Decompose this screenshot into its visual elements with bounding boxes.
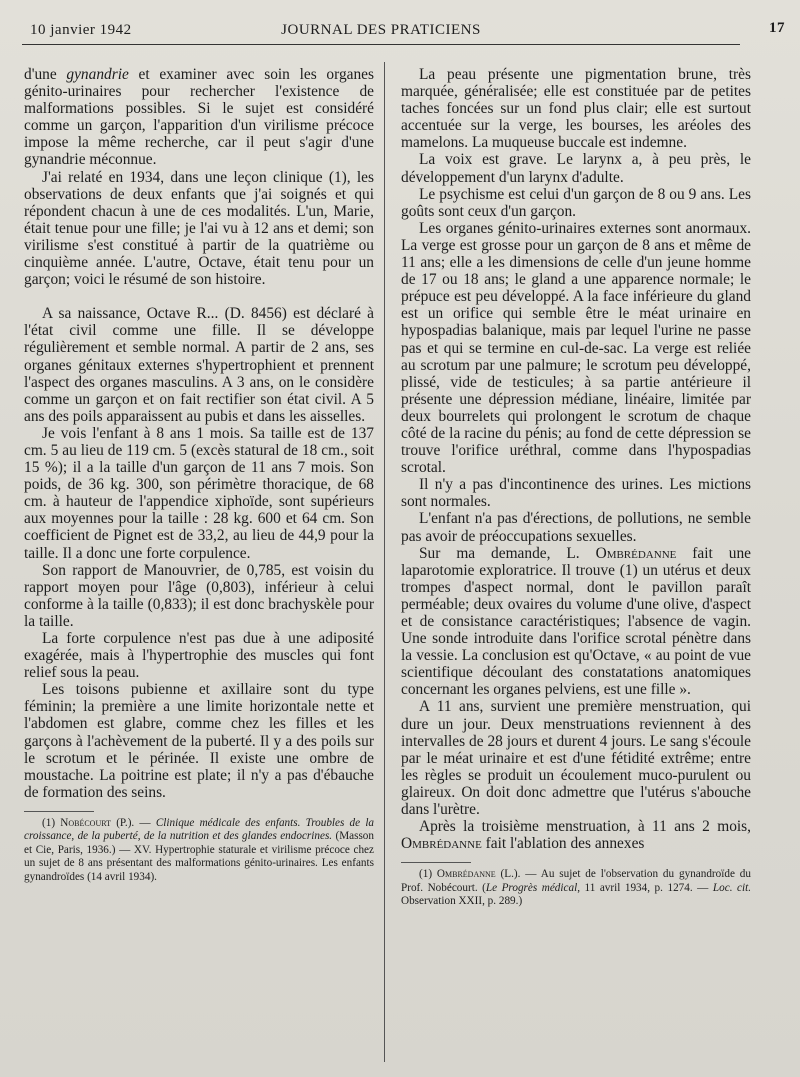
header-date: 10 janvier 1942 <box>30 22 132 38</box>
paragraph: Sur ma demande, L. Ombrédanne fait une laparotomie exploratrice. Il trouve (1) un utérus et deux trompes d'aspect normal, dont le pavillon paraît perméable; deux ovaires du volume d'une olive, d'aspect et de consistance caractéristiques; l'absence de vagin. Une sonde introduite dans l'orifice scrotal pénètre dans la vessie. La conclusion est qu'Octave, « au point de vue scientifique découlant des constatations anatomiques concernant les organes pelviens, est une fille ». <box>401 544 751 699</box>
footnote: (1) Nobécourt (P.). — Clinique médicale des enfants. Troubles de la croissance, de la puberté, de la nutrition et des glandes endocrines. (Masson et Cie, Paris, 1936.) — XV. Hypertrophie staturale et virilisme précoce chez un sujet de 8 ans présentant des malformations génito-urinaires. Les enfants gynandroïdes (14 avril 1934). <box>24 816 375 883</box>
paragraph: La voix est grave. Le larynx a, à peu près, le développement d'un larynx d'adulte. <box>401 151 751 186</box>
paragraph: La peau présente une pigmentation brune, très marquée, généralisée; elle est constituée par de petites taches foncées sur un fond plus clair; elle est surtout accentuée sur la verge, les bourses, les aréoles des mamelons. La muqueuse buccale est indemne. <box>401 66 751 152</box>
running-header <box>22 20 785 45</box>
paragraph: Son rapport de Manouvrier, de 0,785, est voisin du rapport moyen pour l'âge (0,803), inférieur à celui conforme à la taille (0,833); il est donc brachyskèle pour la taille. <box>24 561 374 630</box>
paragraph: Les organes génito-urinaires externes sont anormaux. La verge est grosse pour un garçon de 8 ans et même de 11 ans; elle a les dimensions de celle d'un jeune homme de 17 ou 18 ans; le gland a une apparence normale; le prépuce est peu développé. A la face inférieure du gland est un orifice qui semble être le méat urinaire en hypospadias balanique, mais par lequel l'urine ne passe pas et qui se termine en cul-de-sac. La verge est reliée au scrotum par une palmure; le scrotum peu développé, plissé, vide de testicules; à sa partie antérieure il présente une dépression médiane, linéaire, limitée par deux bourrelets qui prolongent le scrotum de chaque côté de la racine du pénis; au fond de cette dépression se trouve l'orifice uréthral, comme dans l'hypospadias scrotal. <box>401 219 751 477</box>
paragraph: Il n'y a pas d'incontinence des urines. Les mictions sont normales. <box>401 476 751 511</box>
paragraph: Le psychisme est celui d'un garçon de 8 ou 9 ans. Les goûts sont ceux d'un garçon. <box>401 185 751 220</box>
paragraph: La forte corpulence n'est pas due à une adiposité exagérée, mais à l'hypertrophie des muscles qui font relief sous la peau. <box>24 630 374 682</box>
footnote-rule <box>401 862 471 863</box>
paragraph: J'ai relaté en 1934, dans une leçon clinique (1), les observations de deux enfants que j'ai soignés et qui répondent chacun à une de ces modalités. L'un, Marie, était tenue pour une fille; je l'ai vu à 12 ans et demi; son virilisme s'est constitué à partir de la quatrième ou cinquième année. L'autre, Octave, était tenu pour un garçon; voici le résumé de son histoire. <box>24 168 374 289</box>
paragraph: Je vois l'enfant à 8 ans 1 mois. Sa taille est de 137 cm. 5 au lieu de 119 cm. 5 (excès statural de 18 cm., soit 15 %); il a la taille d'un garçon de 11 ans 7 mois. Son poids, de 36 kg. 300, son périmètre thoracique, de 68 cm. à hauteur de l'appendice xiphoïde, sont supérieurs aux moyennes pour la taille : 28 kg. 600 et 64 cm. Son coefficient de Pignet est de 33,2, au lieu de 44,9 pour la taille. Il a donc une forte corpulence. <box>24 424 374 562</box>
header-journal-title: JOURNAL DES PRATICIENS <box>281 22 481 38</box>
column-divider <box>384 62 385 1062</box>
left-column <box>24 66 374 884</box>
footnote: (1) Ombrédanne (L.). — Au sujet de l'observation du gynandroïde du Prof. Nobécourt. (Le Progrès médical, 11 avril 1934, p. 1274. — Loc. cit. Observation XXII, p. 289.) <box>401 868 752 908</box>
paragraph: Les toisons pubienne et axillaire sont du type féminin; la première a une limite horizontale nette et l'abdomen est glabre, comme chez les filles et les garçons à l'achèvement de la puberté. Il y a des poils sur le scrotum et le périnée. Il existe une ombre de moustache. La poitrine est plate; il n'y a pas d'ébauche de formation des seins. <box>24 681 374 801</box>
paragraph: A sa naissance, Octave R... (D. 8456) est déclaré à l'état civil comme une fille. Il se développe régulièrement et semble normal. A partir de 2 ans, ses organes génitaux externes s'hypertrophient et prennent l'aspect des organes masculins. A 3 ans, on le considère comme un garçon et on fait rectifier son état civil. A 5 ans des poils apparaissent au pubis et dans les aisselles. <box>24 305 374 425</box>
footnote-rule <box>24 811 94 812</box>
paragraph: Après la troisième menstruation, à 11 ans 2 mois, Ombrédanne fait l'ablation des annexes <box>401 818 751 853</box>
page-number: 17 <box>769 20 785 36</box>
paragraph: d'une gynandrie et examiner avec soin les organes génito-urinaires pour rechercher l'existence de malformations possibles. Si le sujet est considéré comme un garçon, l'apparition d'un virilisme précoce impose la même recherche, car il peut s'agir d'une gynandrie méconnue. <box>24 66 374 169</box>
paragraph: A 11 ans, survient une première menstruation, qui dure un jour. Deux menstruations reviennent à des intervalles de 28 jours et durent 4 jours. Le sang s'écoule par le méat urinaire et est d'une fétidité extrême; entre les règles se produit un écoulement muco-purulent ou glaireux. On doit donc admettre que l'utérus s'abouche dans l'urètre. <box>401 698 751 819</box>
right-column <box>401 66 751 909</box>
paragraph: L'enfant n'a pas d'érections, de pollutions, ne semble pas avoir de préoccupations sexuelles. <box>401 510 751 545</box>
